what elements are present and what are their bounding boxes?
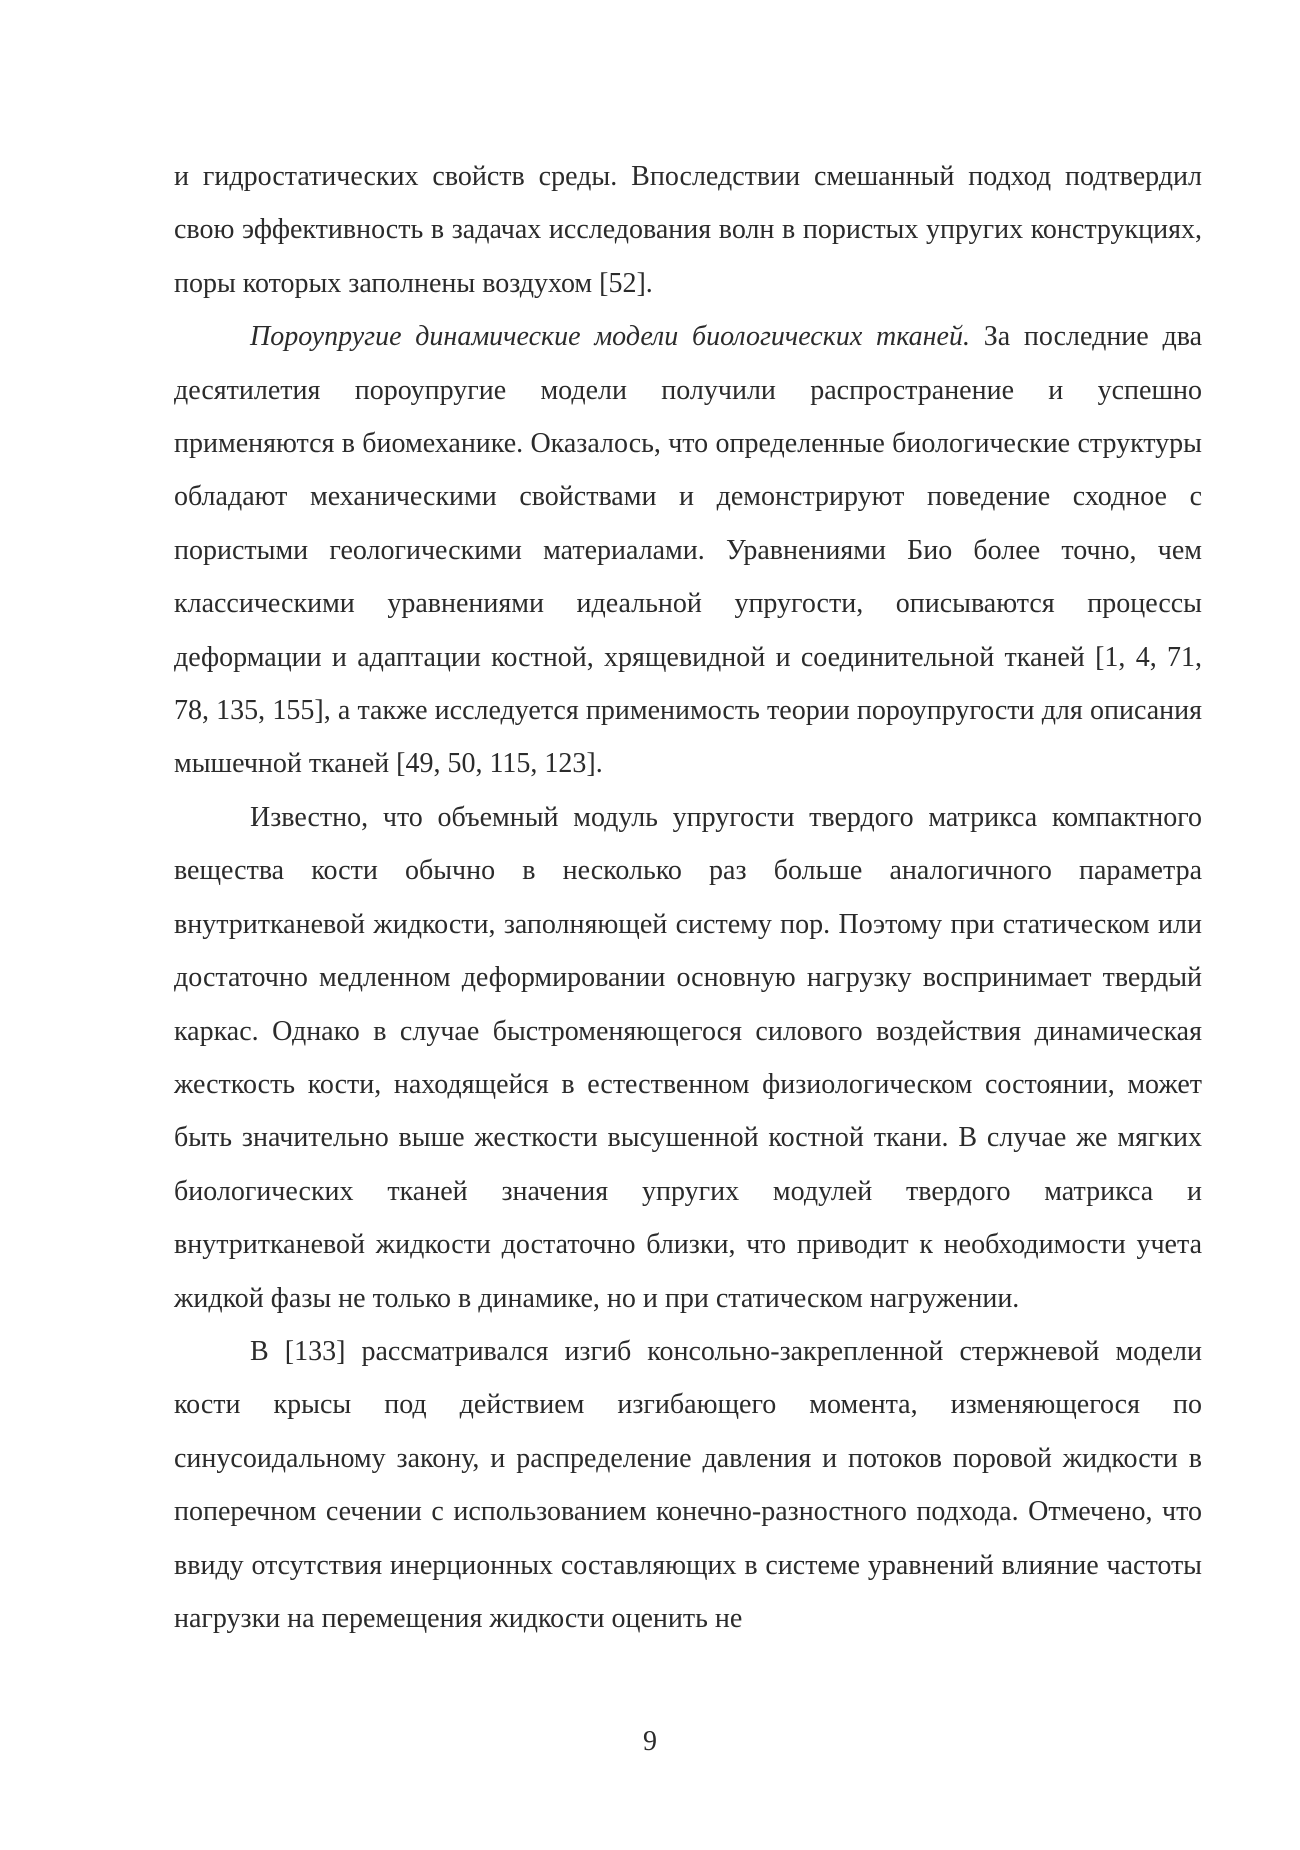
paragraph-1 [174, 150, 1202, 310]
paragraph-4-text: В [133] рассматривался изгиб консольно-закрепленной стержневой модели кости крысы под действием изгибающего момента, изменяющегося по синусоидальному закону, и распределение давления и потоков поровой жидкости в поперечном сечении с использованием конечно-разностного подхода. Отмечено, что ввиду отсутствия инерционных составляющих в системе уравнений влияние частоты нагрузки на перемещения жидкости оценить не [174, 1335, 1202, 1634]
paragraph-2-text: За последние два десятилетия пороупругие модели получили распространение и успешно применяются в биомеханике. Оказалось, что определенные биологические структуры обладают механическими свойствами и демонстрируют поведение сходное с пористыми геологическими материалами. Уравнениями Био более точно, чем классическими уравнениями идеальной упругости, описываются процессы деформации и адаптации костной, хрящевидной и соединительной тканей [1, 4, 71, 78, 135, 155], а также исследуется применимость теории пороупругости для описания мышечной тканей [49, 50, 115, 123]. [174, 321, 1203, 780]
paragraph-3-text: Известно, что объемный модуль упругости твердого матрикса компактного вещества кости обычно в несколько раз больше аналогичного параметра внутритканевой жидкости, заполняющей систему пор. Поэтому при статическом или достаточно медленном деформировании основную нагрузку воспринимает твердый каркас. Однако в случае быстроменяющегося силового воздействия динамическая жесткость кости, находящейся в естественном физиологическом состоянии, может быть значительно выше жесткости высушенной костной ткани. В случае же мягких биологических тканей значения упругих модулей твердого матрикса и внутритканевой жидкости достаточно близки, что приводит к необходимости учета жидкой фазы не только в динамике, но и при статическом нагружении. [174, 801, 1202, 1314]
paragraph-3 [174, 791, 1202, 1325]
paragraph-2-italic-heading: Пороупругие динамические модели биологических тканей. [250, 321, 970, 353]
body-text [174, 150, 1202, 1645]
paragraph-1-text: и гидростатических свойств среды. Впоследствии смешанный подход подтвердил свою эффективность в задачах исследования волн в пористых упругих конструкциях, поры которых заполнены воздухом [52]. [174, 161, 1202, 299]
page-number: 9 [643, 1726, 657, 1757]
paragraph-2 [174, 310, 1202, 791]
paragraph-4 [174, 1325, 1202, 1645]
